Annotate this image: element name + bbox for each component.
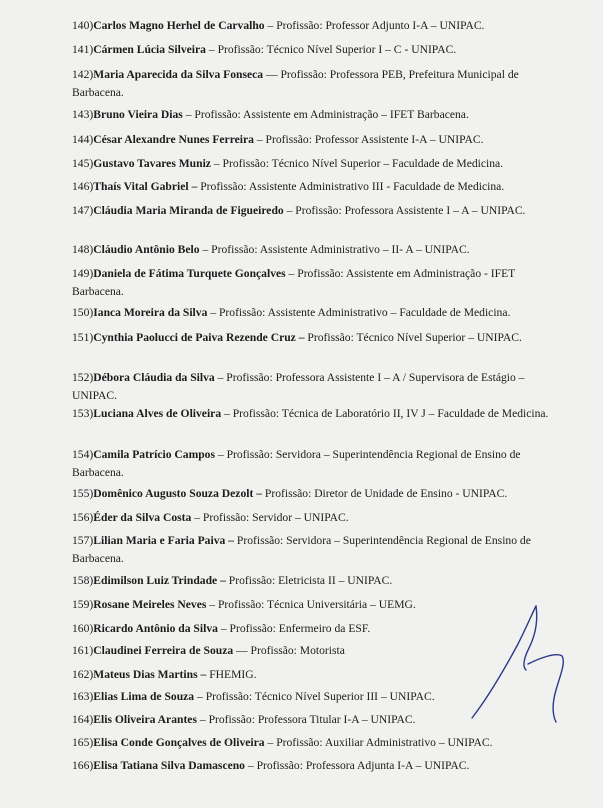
profession-text: – Profissão: Professora Assistente I – A – UNIPAC. <box>283 204 526 217</box>
person-name: Gustavo Tavares Muniz <box>93 157 211 170</box>
item-number: 164) <box>72 713 94 726</box>
person-name: Luciana Alves de Oliveira <box>93 407 222 420</box>
profession-text: – Profissão: Professora Titular I-A – UNIPAC. <box>196 713 416 726</box>
person-name: Ricardo Antônio da Silva <box>93 622 218 635</box>
item-number: 152) <box>72 371 94 384</box>
profession-text: – Profissão: Técnica de Laboratório II, IV J – Faculdade de Medicina. <box>221 407 549 420</box>
item-number: 161) <box>72 644 94 657</box>
item-number: 165) <box>72 736 94 749</box>
person-name: Mateus Dias Martins – <box>93 668 207 681</box>
profession-text: – Profissão: Auxiliar Administrativo – UNIPAC. <box>264 736 493 749</box>
person-name: Carlos Magno Herhel de Carvalho <box>93 19 265 32</box>
list-item <box>72 265 552 300</box>
item-number: 155) <box>72 487 94 500</box>
list-item <box>72 155 552 173</box>
list-item <box>72 485 552 503</box>
list-item <box>72 66 552 101</box>
item-number: 151) <box>72 331 94 344</box>
person-name: Camila Patrício Campos <box>93 448 215 461</box>
person-name: Débora Cláudia da Silva <box>93 371 215 384</box>
person-name: Edimilson Luiz Trindade – <box>93 574 226 587</box>
profession-text: FHEMIG. <box>206 668 257 681</box>
profession-text: – Profissão: Técnica Universitária – UEMG. <box>206 598 416 611</box>
item-number: 147) <box>72 204 94 217</box>
item-number: 149) <box>72 267 94 280</box>
person-name: Elisa Conde Gonçalves de Oliveira <box>93 736 265 749</box>
item-number: 143) <box>72 108 94 121</box>
item-number: 159) <box>72 598 94 611</box>
item-number: 140) <box>72 19 94 32</box>
list-item <box>72 202 552 220</box>
item-number: 160) <box>72 622 94 635</box>
item-number: 163) <box>72 690 94 703</box>
list-item <box>72 41 552 59</box>
profession-text: – Profissão: Servidor – UNIPAC. <box>191 511 349 524</box>
profession-text: — Profissão: Motorista <box>233 644 345 657</box>
item-number: 153) <box>72 407 94 420</box>
item-number: 150) <box>72 306 94 319</box>
item-number: 148) <box>72 243 94 256</box>
profession-text: – Profissão: Assistente Administrativo – Faculdade de Medicina. <box>207 306 511 319</box>
list-item <box>72 572 552 590</box>
person-name: Rosane Meireles Neves <box>93 598 207 611</box>
item-number: 142) <box>72 68 94 81</box>
item-number: 162) <box>72 668 94 681</box>
profession-text: – Profissão: Professor Assistente I-A – UNIPAC. <box>253 133 484 146</box>
handwritten-signature <box>466 600 576 730</box>
item-number: 157) <box>72 534 94 547</box>
profession-text: – Profissão: Enfermeiro da ESF. <box>217 622 371 635</box>
profession-text: Profissão: Servidora – Superintendência Regional de Ensino de Barbacena. <box>72 534 531 565</box>
list-item <box>72 178 552 196</box>
person-name: César Alexandre Nunes Ferreira <box>93 133 254 146</box>
list-item <box>72 532 552 567</box>
list-item <box>72 734 552 752</box>
person-name: Ianca Moreira da Silva <box>93 306 208 319</box>
profession-text: – Profissão: Servidora – Superintendência Regional de Ensino de Barbacena. <box>72 448 521 479</box>
profession-text: – Profissão: Assistente em Administração – IFET Barbacena. <box>182 108 469 121</box>
person-name: Maria Aparecida da Silva Fonseca <box>93 68 264 81</box>
item-number: 144) <box>72 133 94 146</box>
list-item <box>72 329 552 347</box>
list-item <box>72 405 552 423</box>
profession-text: – Profissão: Técnico Nível Superior III – UNIPAC. <box>194 690 435 703</box>
list-item <box>72 369 552 404</box>
profession-text: – Profissão: Professora Adjunta I-A – UNIPAC. <box>244 759 470 772</box>
person-name: Thaís Vital Gabriel – <box>93 180 198 193</box>
profession-text: – Profissão: Técnico Nível Superior – Faculdade de Medicina. <box>210 157 504 170</box>
profession-text: Profissão: Eletricista II – UNIPAC. <box>225 574 393 587</box>
item-number: 158) <box>72 574 94 587</box>
item-number: 141) <box>72 43 94 56</box>
person-name: Elias Lima de Souza <box>93 690 195 703</box>
person-name: Cármen Lúcia Silveira <box>93 43 206 56</box>
person-name: Cláudio Antônio Belo <box>93 243 200 256</box>
list-item <box>72 304 552 322</box>
profession-text: Profissão: Diretor de Unidade de Ensino - UNIPAC. <box>262 487 508 500</box>
item-number: 146) <box>72 180 94 193</box>
person-name: Lilian Maria e Faria Paiva – <box>93 534 234 547</box>
person-name: Elis Oliveira Arantes <box>93 713 197 726</box>
profession-text: – Profissão: Assistente em Administração - IFET Barbacena. <box>72 267 516 298</box>
item-number: 154) <box>72 448 94 461</box>
person-name: Cynthia Paolucci de Paiva Rezende Cruz – <box>93 331 305 344</box>
profession-text: Profissão: Assistente Administrativo III - Faculdade de Medicina. <box>197 180 505 193</box>
person-name: Elisa Tatiana Silva Damasceno <box>93 759 245 772</box>
list-item <box>72 509 552 527</box>
person-name: Domênico Augusto Souza Dezolt – <box>93 487 263 500</box>
person-name: Bruno Vieira Dias <box>93 108 183 121</box>
item-number: 145) <box>72 157 94 170</box>
profession-text: – Profissão: Professora Assistente I – A / Supervisora de Estágio – UNIPAC. <box>72 371 525 402</box>
profession-text: — Profissão: Professora PEB, Prefeitura Municipal de Barbacena. <box>72 68 519 99</box>
list-item <box>72 446 552 481</box>
list-item <box>72 757 552 775</box>
profession-text: – Profissão: Técnico Nível Superior I – C - UNIPAC. <box>205 43 457 56</box>
person-name: Claudinei Ferreira de Souza <box>93 644 234 657</box>
list-item <box>72 241 552 259</box>
person-name: Éder da Silva Costa <box>93 511 192 524</box>
item-number: 166) <box>72 759 94 772</box>
person-name: Daniela de Fátima Turquete Gonçalves <box>93 267 286 280</box>
list-item <box>72 17 552 35</box>
profession-text: Profissão: Técnico Nível Superior – UNIPAC. <box>304 331 522 344</box>
item-number: 156) <box>72 511 94 524</box>
profession-text: – Profissão: Professor Adjunto I-A – UNIPAC. <box>264 19 485 32</box>
profession-text: – Profissão: Assistente Administrativo – II- A – UNIPAC. <box>199 243 470 256</box>
list-item <box>72 106 552 124</box>
person-name: Cláudia Maria Miranda de Figueiredo <box>93 204 284 217</box>
list-item <box>72 131 552 149</box>
